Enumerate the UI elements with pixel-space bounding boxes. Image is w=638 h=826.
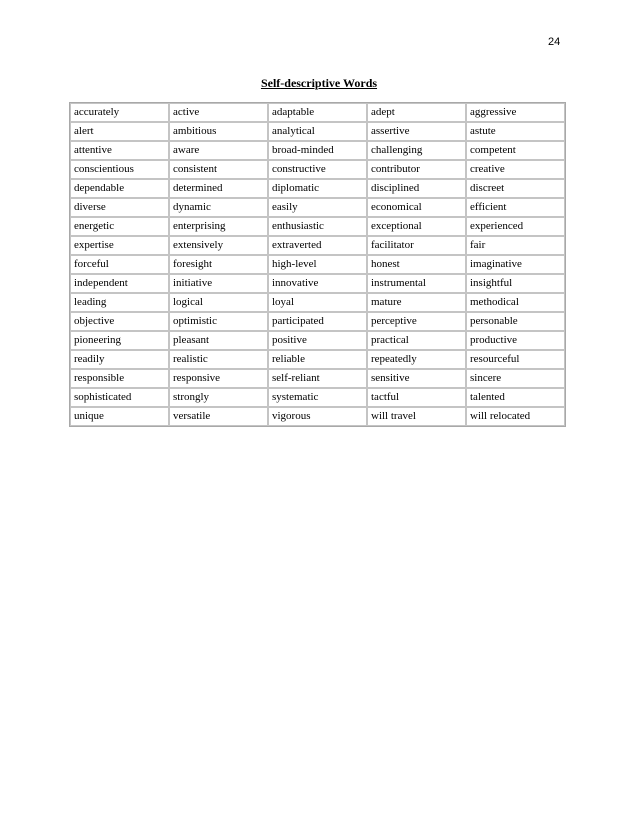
table-cell: economical: [367, 198, 466, 217]
table-cell: practical: [367, 331, 466, 350]
table-cell: imaginative: [466, 255, 565, 274]
table-cell: constructive: [268, 160, 367, 179]
table-cell: adept: [367, 103, 466, 122]
table-cell: insightful: [466, 274, 565, 293]
table-cell: determined: [169, 179, 268, 198]
table-row: [70, 350, 565, 369]
table-cell: creative: [466, 160, 565, 179]
table-cell: mature: [367, 293, 466, 312]
table-cell: astute: [466, 122, 565, 141]
table-cell: realistic: [169, 350, 268, 369]
table-cell: efficient: [466, 198, 565, 217]
table-cell: systematic: [268, 388, 367, 407]
table-cell: strongly: [169, 388, 268, 407]
table-cell: instrumental: [367, 274, 466, 293]
table-cell: perceptive: [367, 312, 466, 331]
table-cell: responsive: [169, 369, 268, 388]
table-cell: alert: [70, 122, 169, 141]
table-cell: personable: [466, 312, 565, 331]
words-table-body: [70, 103, 565, 426]
table-row: [70, 198, 565, 217]
table-cell: conscientious: [70, 160, 169, 179]
table-row: [70, 236, 565, 255]
table-cell: sincere: [466, 369, 565, 388]
table-cell: facilitator: [367, 236, 466, 255]
table-cell: honest: [367, 255, 466, 274]
table-cell: extensively: [169, 236, 268, 255]
table-cell: aware: [169, 141, 268, 160]
table-cell: active: [169, 103, 268, 122]
table-cell: competent: [466, 141, 565, 160]
table-cell: participated: [268, 312, 367, 331]
table-cell: energetic: [70, 217, 169, 236]
table-row: [70, 274, 565, 293]
table-cell: repeatedly: [367, 350, 466, 369]
table-cell: accurately: [70, 103, 169, 122]
table-cell: talented: [466, 388, 565, 407]
table-cell: logical: [169, 293, 268, 312]
table-cell: sensitive: [367, 369, 466, 388]
table-cell: objective: [70, 312, 169, 331]
table-cell: resourceful: [466, 350, 565, 369]
table-cell: will relocated: [466, 407, 565, 426]
table-row: [70, 255, 565, 274]
words-table: [69, 102, 566, 427]
table-cell: reliable: [268, 350, 367, 369]
table-row: [70, 160, 565, 179]
table-cell: adaptable: [268, 103, 367, 122]
table-cell: leading: [70, 293, 169, 312]
table-cell: discreet: [466, 179, 565, 198]
table-cell: attentive: [70, 141, 169, 160]
table-row: [70, 179, 565, 198]
table-cell: challenging: [367, 141, 466, 160]
table-cell: easily: [268, 198, 367, 217]
table-cell: loyal: [268, 293, 367, 312]
table-row: [70, 312, 565, 331]
table-cell: pleasant: [169, 331, 268, 350]
table-cell: exceptional: [367, 217, 466, 236]
table-row: [70, 331, 565, 350]
table-cell: experienced: [466, 217, 565, 236]
table-cell: dynamic: [169, 198, 268, 217]
table-cell: enthusiastic: [268, 217, 367, 236]
table-cell: broad-minded: [268, 141, 367, 160]
table-cell: ambitious: [169, 122, 268, 141]
table-cell: vigorous: [268, 407, 367, 426]
table-cell: positive: [268, 331, 367, 350]
table-cell: forceful: [70, 255, 169, 274]
table-cell: diverse: [70, 198, 169, 217]
table-cell: tactful: [367, 388, 466, 407]
table-row: [70, 141, 565, 160]
table-row: [70, 217, 565, 236]
table-cell: enterprising: [169, 217, 268, 236]
table-cell: consistent: [169, 160, 268, 179]
table-cell: aggressive: [466, 103, 565, 122]
table-cell: responsible: [70, 369, 169, 388]
table-row: [70, 293, 565, 312]
table-cell: productive: [466, 331, 565, 350]
table-cell: innovative: [268, 274, 367, 293]
table-row: [70, 122, 565, 141]
table-cell: extraverted: [268, 236, 367, 255]
table-row: [70, 103, 565, 122]
table-cell: initiative: [169, 274, 268, 293]
table-cell: independent: [70, 274, 169, 293]
table-cell: unique: [70, 407, 169, 426]
table-cell: analytical: [268, 122, 367, 141]
table-cell: pioneering: [70, 331, 169, 350]
table-cell: dependable: [70, 179, 169, 198]
table-cell: assertive: [367, 122, 466, 141]
table-row: [70, 369, 565, 388]
table-row: [70, 407, 565, 426]
table-cell: versatile: [169, 407, 268, 426]
table-row: [70, 388, 565, 407]
table-cell: methodical: [466, 293, 565, 312]
table-cell: will travel: [367, 407, 466, 426]
table-cell: disciplined: [367, 179, 466, 198]
table-cell: high-level: [268, 255, 367, 274]
table-cell: contributor: [367, 160, 466, 179]
table-cell: foresight: [169, 255, 268, 274]
table-cell: sophisticated: [70, 388, 169, 407]
table-cell: diplomatic: [268, 179, 367, 198]
page-title: Self-descriptive Words: [260, 76, 378, 90]
table-cell: expertise: [70, 236, 169, 255]
table-cell: optimistic: [169, 312, 268, 331]
page-number: 24: [548, 36, 561, 48]
table-cell: readily: [70, 350, 169, 369]
table-cell: fair: [466, 236, 565, 255]
table-cell: self-reliant: [268, 369, 367, 388]
